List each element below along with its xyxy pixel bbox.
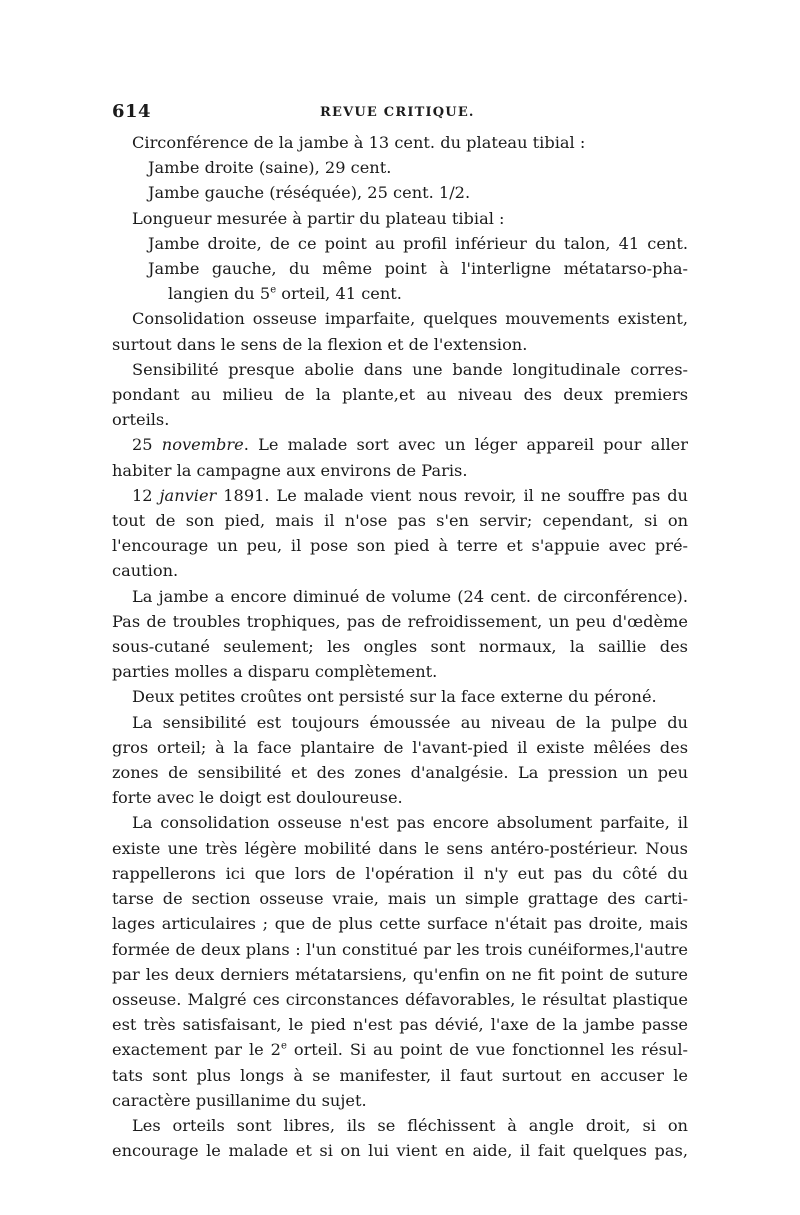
text-line: Jambe droite (saine), 29 cent.	[148, 158, 392, 178]
book-page	[112, 98, 688, 1163]
text-line: osseuse. Malgré ces circonstances défavorables, le résultat plastique	[112, 989, 688, 1009]
text-line: rappellerons ici que lors de l'opération il n'y eut pas du côté du	[112, 863, 688, 883]
text-line: encourage le malade et si on lui vient en aide, il fait quelques pas,	[112, 1141, 688, 1161]
text-line: Jambe droite, de ce point au profil inférieur du talon, 41 cent.	[148, 233, 688, 253]
text-line: forte avec le doigt est douloureuse.	[112, 788, 403, 808]
text-line: lages articulaires ; que de plus cette surface n'était pas droite, mais	[112, 914, 688, 934]
text-line: gros orteil; à la face plantaire de l'avant-pied il existe mêlées des	[112, 737, 688, 757]
text-line: surtout dans le sens de la flexion et de l'extension.	[112, 334, 528, 354]
superscript: e	[280, 1040, 287, 1052]
text-segment: . Le malade sort avec un léger appareil pour aller	[243, 435, 688, 455]
text-line: tarse de section osseuse vraie, mais un simple grattage des carti-	[112, 889, 688, 909]
text-line: parties molles a disparu complètement.	[112, 662, 438, 682]
text-line: Jambe gauche, du même point à l'interligne métatarso-pha-	[148, 259, 688, 279]
text-line: tout de son pied, mais il n'ose pas s'en servir; cependant, si on	[112, 511, 688, 531]
text-line: Jambe gauche (réséquée), 25 cent. 1/2.	[148, 183, 471, 203]
text-segment: 1891. Le malade vient nous revoir, il ne souffre pas du	[216, 485, 688, 505]
text-line: pondant au milieu de la plante,et au niveau des deux premiers orteils.	[112, 385, 688, 430]
date-italic: janvier	[159, 485, 217, 505]
text-segment: exactement par le 2	[112, 1040, 281, 1060]
text-line: caution.	[112, 561, 179, 581]
text-line: l'encourage un peu, il pose son pied à terre et s'appuie avec pré-	[112, 536, 688, 556]
text-line: par les deux derniers métatarsiens, qu'enfin on ne fit point de suture	[112, 964, 688, 984]
text-line: habiter la campagne aux environs de Paris.	[112, 460, 468, 480]
text-line: Circonférence de la jambe à 13 cent. du plateau tibial :	[132, 133, 586, 152]
text-line: Sensibilité presque abolie dans une bande longitudinale corres-	[132, 359, 688, 379]
running-head	[112, 98, 688, 130]
superscript: e	[270, 284, 277, 296]
text-line: caractère pusillanime du sujet.	[112, 1090, 367, 1110]
text-line: sous-cutané seulement; les ongles sont normaux, la saillie des	[112, 637, 688, 657]
text-line	[112, 1037, 688, 1062]
text-line: zones de sensibilité et des zones d'analgésie. La pression un peu	[112, 763, 688, 783]
body-text	[112, 130, 688, 1163]
date-italic: novembre	[161, 435, 244, 455]
page-number: 614	[112, 101, 152, 122]
text-line	[112, 483, 688, 508]
text-line: Longueur mesurée à partir du plateau tibial :	[132, 208, 505, 228]
running-title: REVUE CRITIQUE.	[320, 105, 475, 120]
text-line: est très satisfaisant, le pied n'est pas dévié, l'axe de la jambe passe	[112, 1015, 688, 1035]
text-line: Deux petites croûtes ont persisté sur la face externe du péroné.	[132, 687, 657, 707]
text-segment: 12	[132, 485, 160, 505]
text-line: Les orteils sont libres, ils se fléchissent à angle droit, si on	[132, 1115, 688, 1135]
text-line: La sensibilité est toujours émoussée au niveau de la pulpe du	[132, 712, 688, 732]
text-segment: 25	[132, 435, 162, 455]
text-line	[112, 432, 688, 457]
text-line: formée de deux plans : l'un constitué par les trois cunéiformes,l'autre	[112, 939, 688, 959]
text-line: La consolidation osseuse n'est pas encore absolument parfaite, il	[132, 813, 688, 833]
text-line	[112, 281, 688, 306]
text-line: Pas de troubles trophiques, pas de refroidissement, un peu d'œdème	[112, 611, 688, 631]
text-segment: orteil. Si au point de vue fonctionnel les résul-	[286, 1040, 688, 1060]
text-line: existe une très légère mobilité dans le sens antéro-postérieur. Nous	[112, 838, 688, 858]
text-line: Consolidation osseuse imparfaite, quelques mouvements existent,	[132, 309, 688, 329]
text-line: tats sont plus longs à se manifester, il faut surtout en accuser le	[112, 1065, 688, 1085]
text-line: La jambe a encore diminué de volume (24 cent. de circonférence).	[132, 586, 688, 606]
text-segment: langien du 5	[168, 284, 271, 304]
text-segment: orteil, 41 cent.	[276, 284, 402, 304]
